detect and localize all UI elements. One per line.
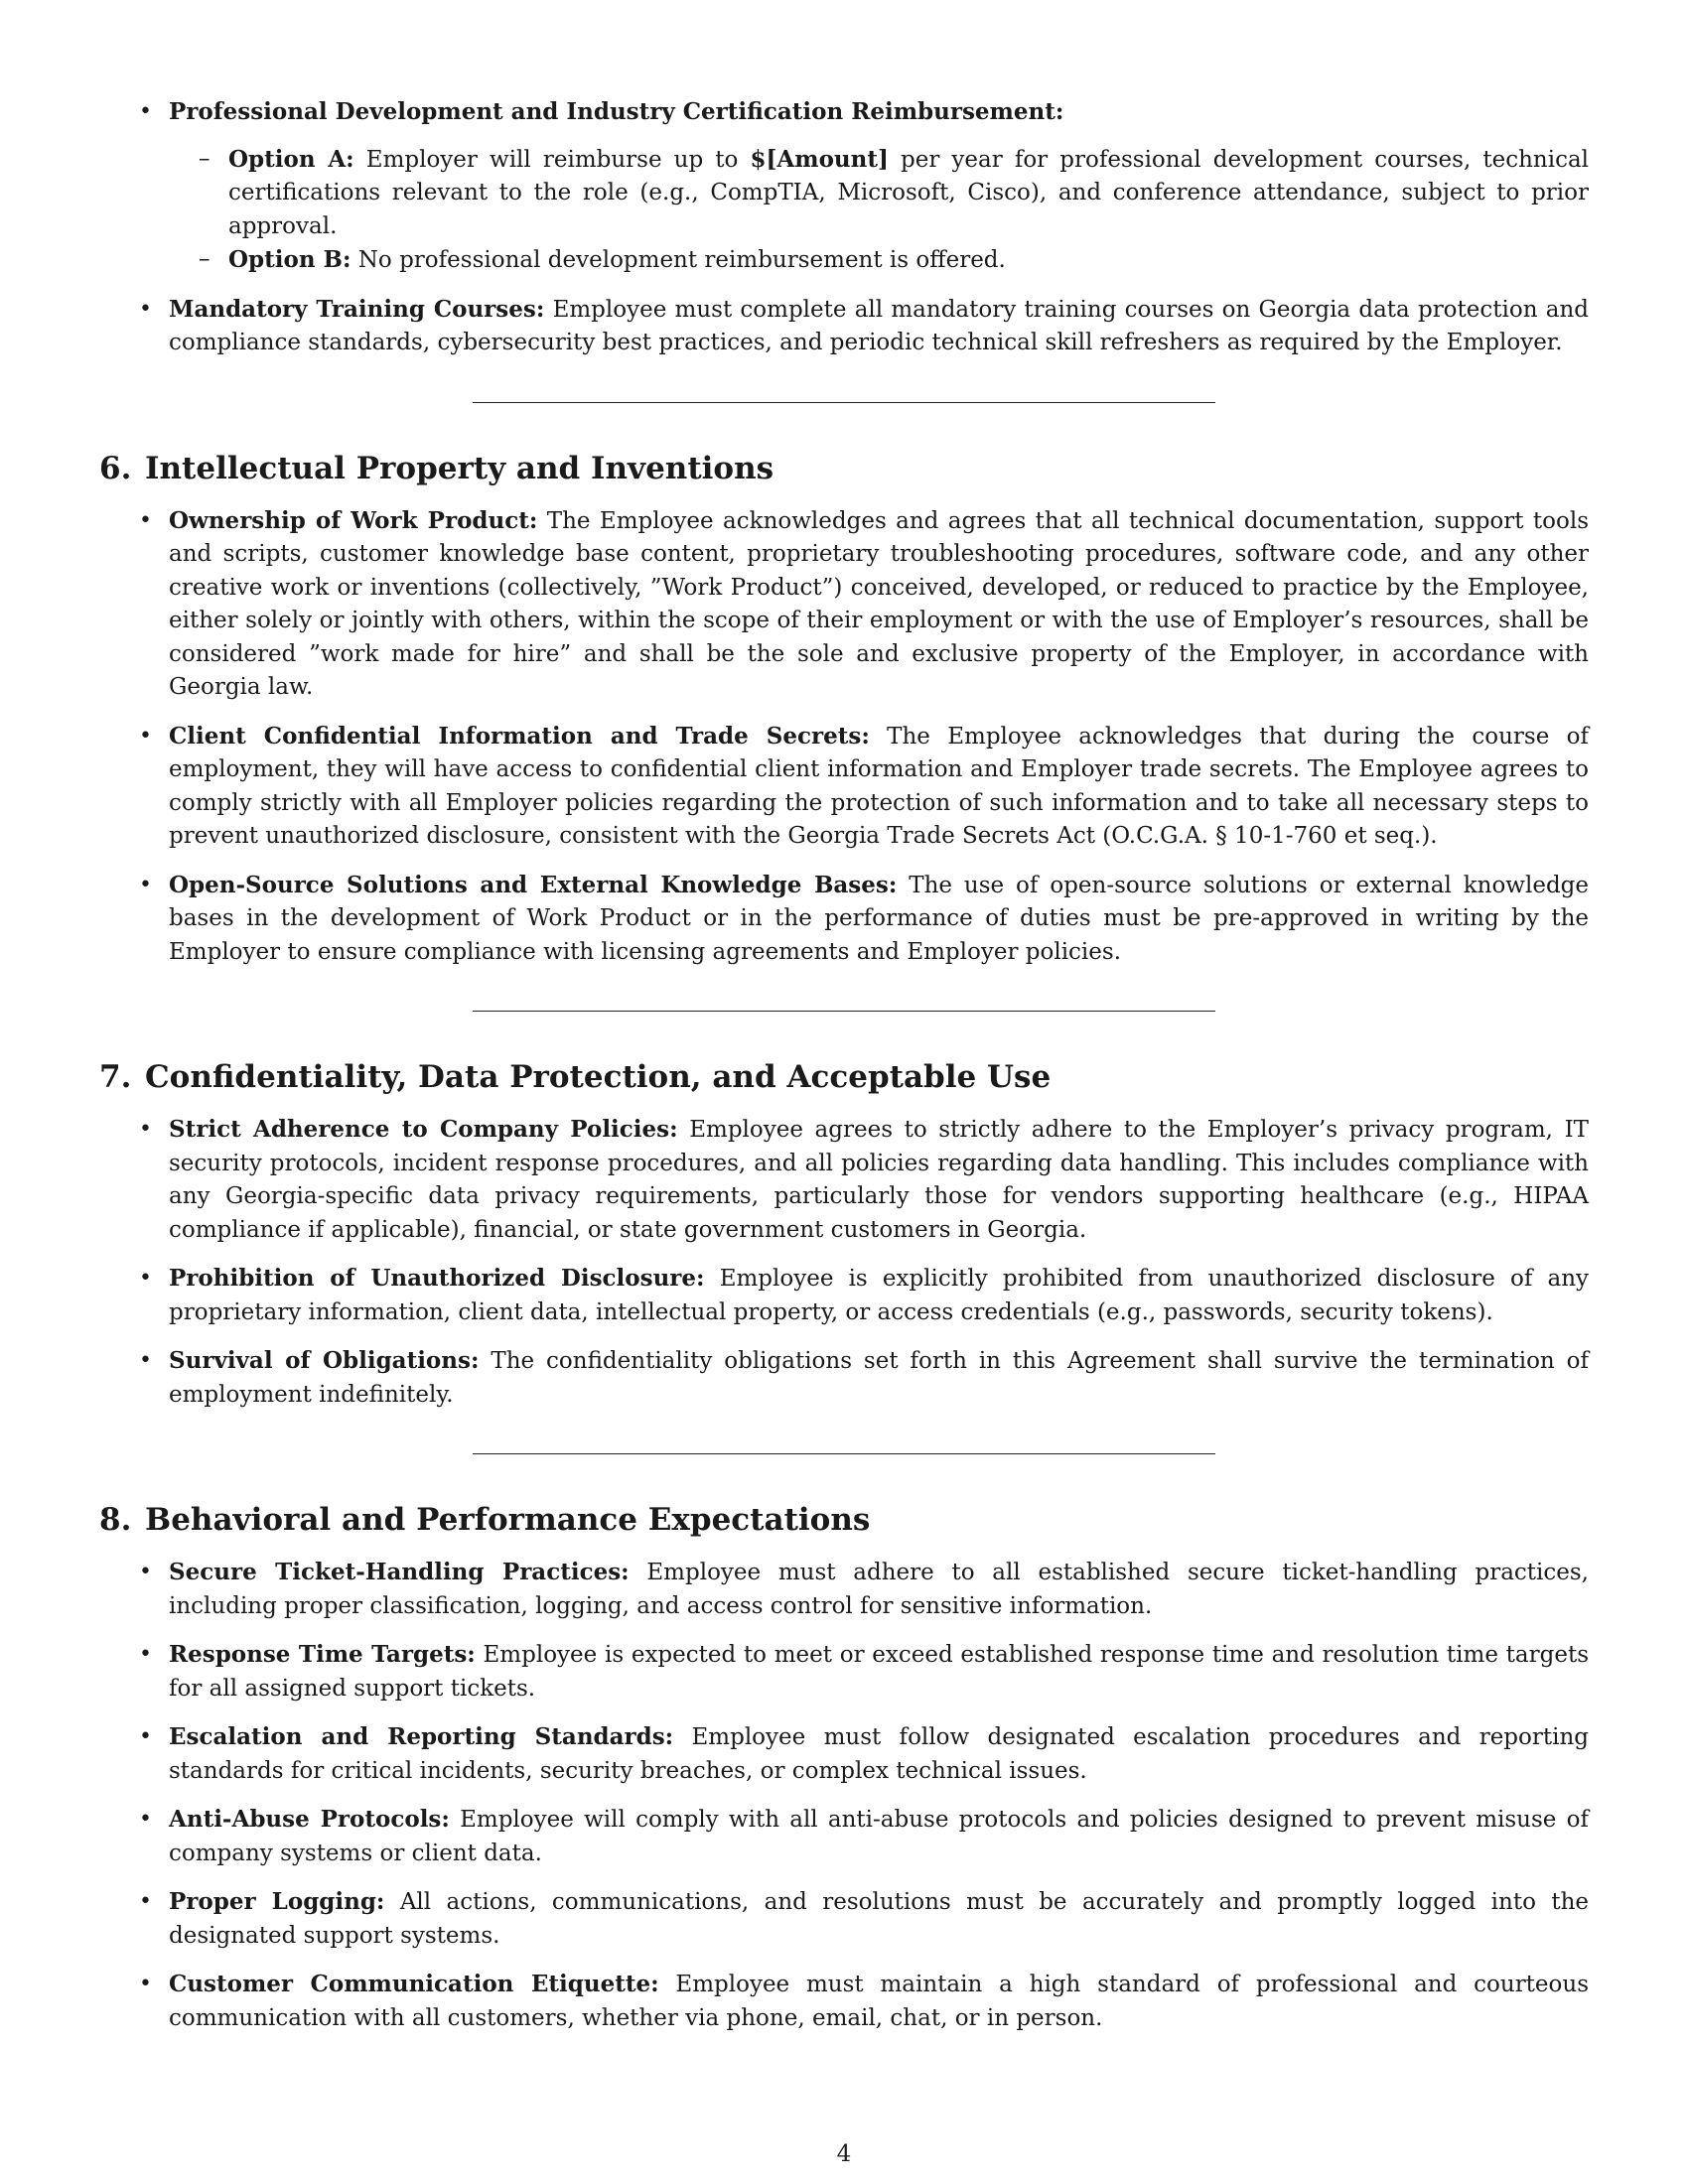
item-title: Anti-Abuse Protocols: bbox=[169, 1806, 450, 1833]
section-divider bbox=[473, 1453, 1215, 1454]
item-title: Strict Adherence to Company Policies: bbox=[169, 1116, 678, 1143]
item-title: Survival of Obligations: bbox=[169, 1347, 480, 1374]
reimbursement-options-list bbox=[169, 143, 1589, 278]
option-a-post: per year for professional development courses, technical certifications relevant to the role (e.g., CompTIA, Microsoft, Cisco), and conference attendance, subject to prior approval. bbox=[228, 146, 1590, 239]
option-b-item bbox=[169, 243, 1589, 278]
item-text: The confidentiality obligations set forth in this Agreement shall survive the termination of employment indefinitely. bbox=[169, 1348, 1590, 1408]
option-a-pre: Employer will reimburse up to bbox=[365, 146, 739, 173]
item-title: Professional Development and Industry Certification Reimbursement: bbox=[169, 98, 1064, 125]
item-text: Employee must adhere to all established secure ticket-handling practices, including proper classification, logging, and access control for sensitive information. bbox=[169, 1560, 1589, 1619]
item-text: Employee must complete all mandatory training courses on Georgia data protection and compliance standards, cybersecurity best practices, and periodic technical skill refreshers as required by the Employer. bbox=[169, 296, 1589, 355]
list-item bbox=[99, 1556, 1589, 1623]
list-item bbox=[99, 1968, 1589, 2035]
list-item bbox=[99, 504, 1589, 705]
item-title: Secure Ticket-Handling Practices: bbox=[169, 1559, 630, 1585]
list-item-professional-development bbox=[99, 95, 1589, 278]
item-text: Employee must maintain a high standard of professional and courteous communication with all customers, whether via phone, email, chat, or in person. bbox=[169, 1972, 1590, 2031]
item-title: Ownership of Work Product: bbox=[169, 506, 538, 534]
list-item bbox=[99, 1638, 1589, 1706]
item-text: All actions, communications, and resolutions must be accurately and promptly logged into the designated support systems. bbox=[169, 1889, 1590, 1949]
section-6-heading bbox=[99, 449, 1589, 488]
item-text: The Employee acknowledges that during the course of employment, they will have access to confidential client information and Employer trade secrets. The Employee agrees to comply strictly with all Employer policies regarding the protection of such information and to take all necessary steps to prevent unauthorized disclosure, consistent with the Georgia Trade Secrets Act (O.C.G.A. § 10-1-760 et seq.). bbox=[169, 723, 1589, 849]
list-item bbox=[99, 720, 1589, 854]
item-title: Prohibition of Unauthorized Disclosure: bbox=[169, 1265, 705, 1292]
section-number: 7. bbox=[99, 1059, 132, 1095]
section-divider bbox=[473, 1011, 1215, 1012]
section-7-list bbox=[99, 1113, 1589, 1412]
section-title: Confidentiality, Data Protection, and Acceptable Use bbox=[145, 1059, 1052, 1095]
section-8-list bbox=[99, 1556, 1589, 2035]
section-title: Behavioral and Performance Expectations bbox=[145, 1502, 871, 1538]
item-title: Escalation and Reporting Standards: bbox=[169, 1723, 674, 1750]
item-title: Mandatory Training Courses: bbox=[169, 295, 545, 323]
list-item bbox=[99, 1885, 1589, 1953]
section-8-heading bbox=[99, 1500, 1589, 1540]
section-number: 6. bbox=[99, 450, 132, 486]
item-title: Open-Source Solutions and External Knowledge Bases: bbox=[169, 871, 898, 898]
list-item bbox=[99, 1803, 1589, 1870]
option-a-amount: $[Amount] bbox=[750, 145, 889, 173]
item-title: Response Time Targets: bbox=[169, 1641, 476, 1668]
section-7-heading bbox=[99, 1057, 1589, 1097]
section-number: 8. bbox=[99, 1502, 132, 1538]
item-text: The Employee acknowledges and agrees that all technical documentation, support tools and scripts, customer knowledge base content, proprietary troubleshooting procedures, software code, and any other creative work or inventions (collectively, ”Work Product”) conceived, developed, or reduced to practice by the Employee, either solely or jointly with others, within the scope of their employment or with the use of Employer’s resources, shall be considered ”work made for hire” and shall be the sole and exclusive property of the Employer, in accordance with Georgia law. bbox=[169, 507, 1589, 700]
list-item bbox=[99, 869, 1589, 970]
item-text: The use of open-source solutions or external knowledge bases in the development of Work Product or in the performance of duties must be pre-approved in writing by the Employer to ensure compliance with licensing agreements and Employer policies. bbox=[169, 872, 1590, 965]
list-item bbox=[99, 1113, 1589, 1247]
item-text: Employee will comply with all anti-abuse protocols and policies designed to prevent misuse of company systems or client data. bbox=[169, 1807, 1589, 1866]
page-content bbox=[99, 95, 1589, 2050]
option-a-label: Option A: bbox=[228, 145, 354, 173]
item-text: Employee is expected to meet or exceed established response time and resolution time targets for all assigned support tickets. bbox=[169, 1642, 1589, 1702]
list-item bbox=[99, 1720, 1589, 1788]
item-text: Employee agrees to strictly adhere to the Employer’s privacy program, IT security protocols, incident response procedures, and all policies regarding data handling. This includes compliance with any Georgia-specific data privacy requirements, particularly those for vendors supporting healthcare (e.g., HIPAA compliance if applicable), financial, or state government customers in Georgia. bbox=[169, 1117, 1589, 1243]
item-title: Proper Logging: bbox=[169, 1888, 385, 1915]
section-5-continued-list bbox=[99, 95, 1589, 360]
list-item bbox=[99, 1344, 1589, 1412]
option-b-label: Option B: bbox=[228, 246, 352, 273]
item-text: Employee must follow designated escalation procedures and reporting standards for critical incidents, security breaches, or complex technical issues. bbox=[169, 1724, 1590, 1784]
page-number: 4 bbox=[836, 2141, 852, 2167]
item-title: Customer Communication Etiquette: bbox=[169, 1971, 659, 1997]
option-b-text: No professional development reimbursement is offered. bbox=[357, 247, 1006, 273]
option-a-item bbox=[169, 143, 1589, 244]
item-text: Employee is explicitly prohibited from unauthorized disclosure of any proprietary information, client data, intellectual property, or access credentials (e.g., passwords, security tokens). bbox=[169, 1266, 1590, 1325]
section-6-list bbox=[99, 504, 1589, 970]
section-title: Intellectual Property and Inventions bbox=[145, 450, 774, 486]
list-item-mandatory-training bbox=[99, 293, 1589, 360]
section-divider bbox=[473, 402, 1215, 403]
list-item bbox=[99, 1262, 1589, 1329]
item-title: Client Confidential Information and Trade Secrets: bbox=[169, 722, 870, 750]
